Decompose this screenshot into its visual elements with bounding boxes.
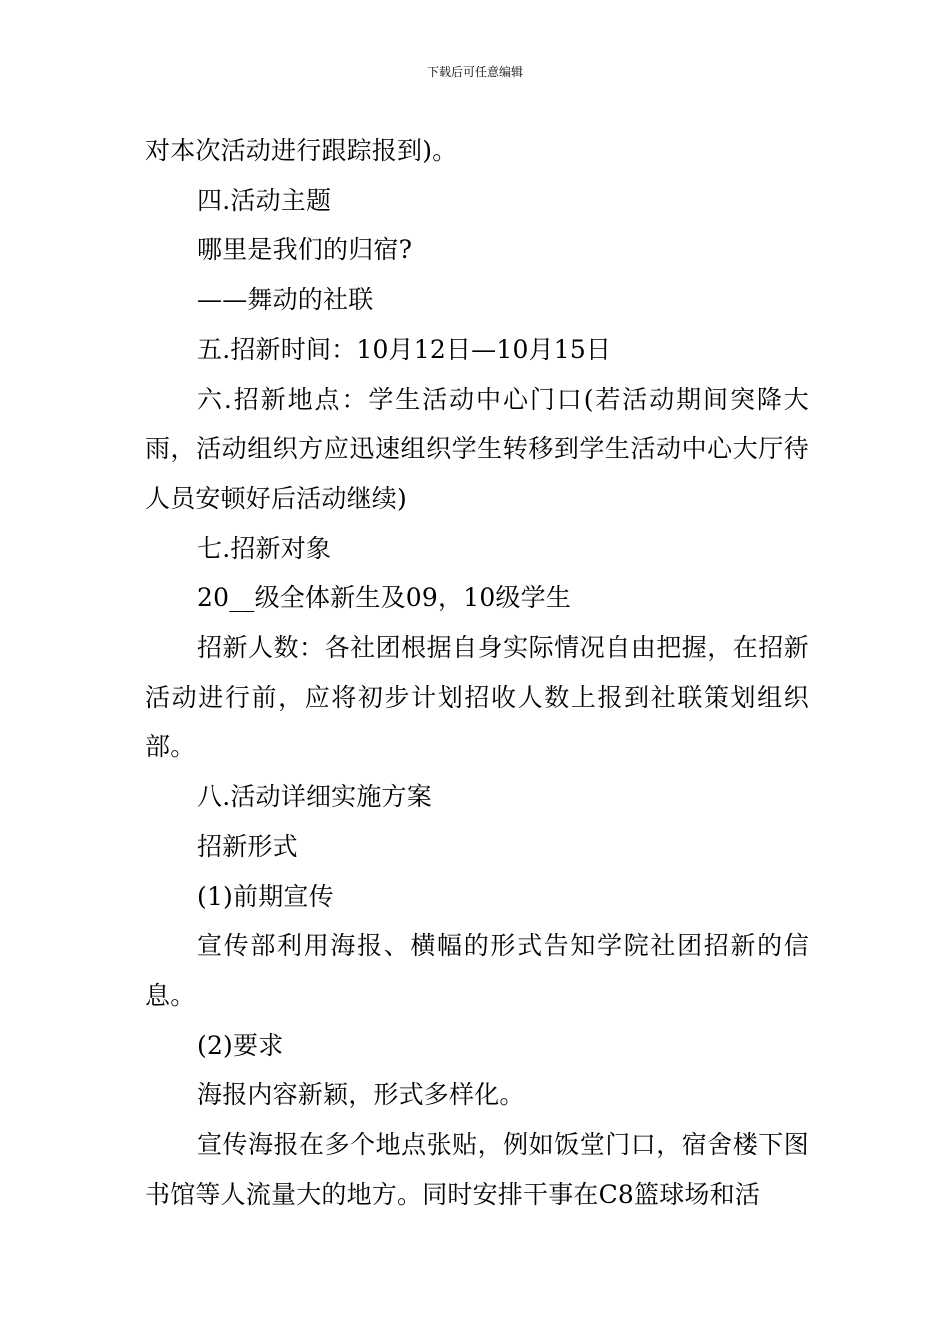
paragraph: 对本次活动进行跟踪报到)。	[145, 136, 458, 165]
paragraph: 招新人数：各社团根据自身实际情况自由把握，在招新活动进行前，应将初步计划招收人数上报到社联策划组织部。	[145, 633, 809, 762]
paragraph: 招新形式	[197, 831, 298, 861]
paragraph: 宣传部利用海报、横幅的形式告知学院社团招新的信息。	[145, 931, 809, 1010]
section-heading: 八.活动详细实施方案	[197, 782, 432, 812]
paragraph: 海报内容新颖，形式多样化。	[197, 1080, 525, 1110]
section-heading: 五.招新时间：10月12日—10月15日	[197, 334, 612, 364]
section-heading: 六.招新地点：学生活动中心门口(若活动期间突降大雨，活动组织方应迅速组织学生转移到学生活动中心大厅待人员安顿好后活动继续)	[145, 384, 809, 513]
paragraph: 20__级全体新生及09，10级学生	[197, 583, 572, 613]
section-heading: 四.活动主题	[197, 185, 332, 215]
paragraph: (2)要求	[197, 1030, 284, 1060]
paragraph: 宣传海报在多个地点张贴，例如饭堂门口，宿舍楼下图书馆等人流量大的地方。同时安排干事在C8篮球场和活	[145, 1130, 809, 1209]
paragraph: ——舞动的社联	[197, 285, 374, 315]
section-heading: 七.招新对象	[197, 533, 332, 563]
document-body	[145, 126, 809, 1219]
paragraph: (1)前期宣传	[197, 881, 334, 911]
paragraph: 哪里是我们的归宿?	[197, 235, 413, 265]
page-header: 下载后可任意编辑	[426, 65, 523, 79]
